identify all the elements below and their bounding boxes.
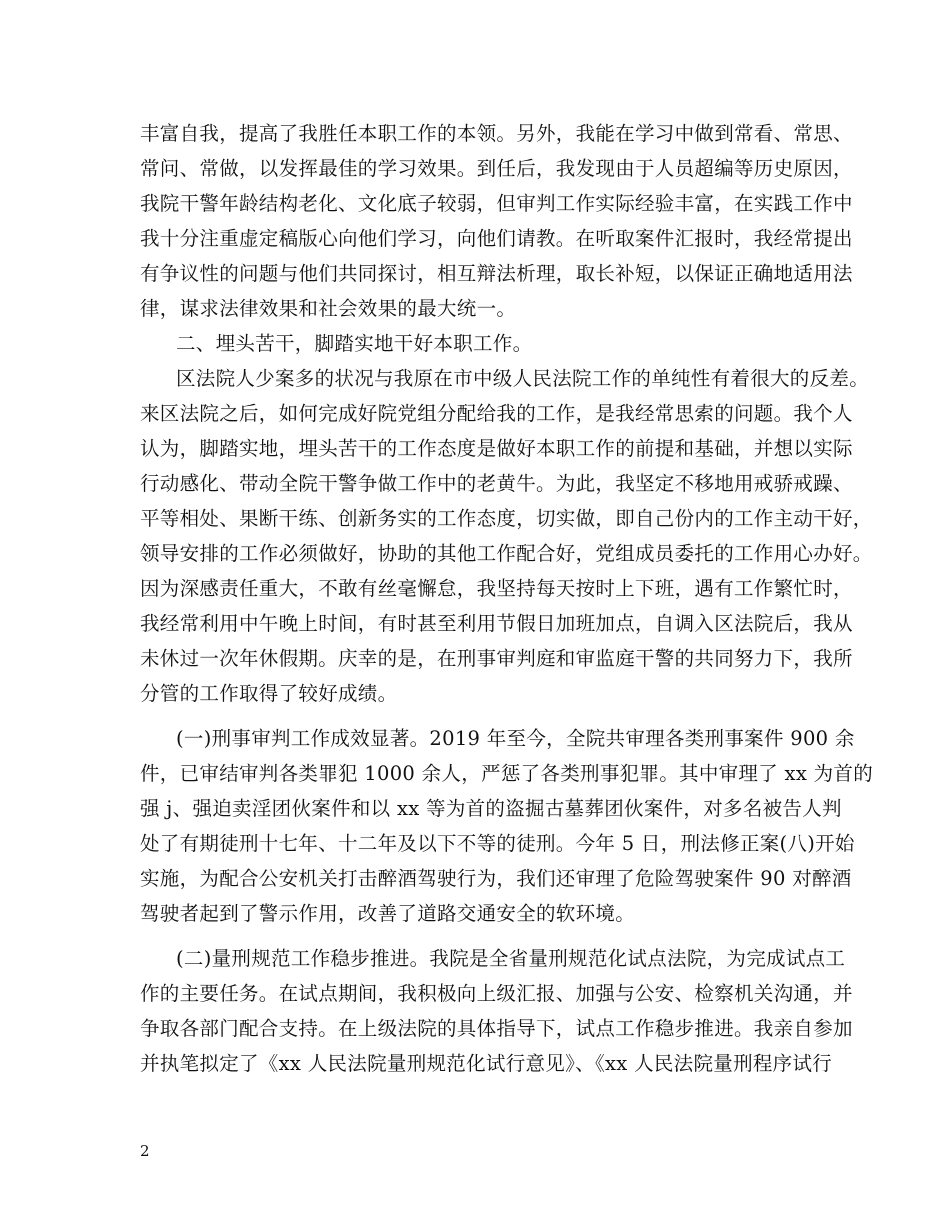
text-line: 处了有期徒刑十七年、十二年及以下不等的徒刑。今年 5 日，刑法修正案(八)开始 [140, 832, 855, 855]
text-line: 件，已审结审判各类罪犯 1000 余人，严惩了各类刑事犯罪。其中审理了 xx 为首的 [140, 762, 874, 785]
text-line: 认为，脚踏实地，埋头苦干的工作态度是做好本职工作的前提和基础，并想以实际 [140, 437, 853, 460]
text-line: 因为深感责任重大，不敢有丝毫懈怠，我坚持每天按时上下班，遇有工作繁忙时， [140, 577, 853, 600]
text-line: 作的主要任务。在试点期间，我积极向上级汇报、加强与公安、检察机关沟通，并 [140, 982, 853, 1005]
text-line: 实施，为配合公安机关打击醉酒驾驶行为，我们还审理了危险驾驶案件 90 对醉酒 [140, 867, 852, 890]
text-line: (二)量刑规范工作稳步推进。我院是全省量刑规范化试点法院，为完成试点工 [176, 947, 846, 970]
text-line: 我十分注重虚定稿版心向他们学习，向他们请教。在听取案件汇报时，我经常提出 [140, 227, 853, 250]
section-heading: 二、埋头苦干，脚踏实地干好本职工作。 [176, 332, 533, 355]
page-number: 2 [140, 1142, 150, 1160]
text-line: 常问、常做，以发挥最佳的学习效果。到任后，我发现由于人员超编等历史原因， [140, 157, 853, 180]
text-line: 强 j、强迫卖淫团伙案件和以 xx 等为首的盗掘古墓葬团伙案件，对多名被告人判 [140, 797, 842, 820]
text-line: (一)刑事审判工作成效显著。2019 年至今，全院共审理各类刑事案件 900 余 [176, 727, 855, 750]
text-line: 行动感化、带动全院干警争做工作中的老黄牛。为此，我坚定不移地用戒骄戒躁、 [140, 472, 853, 495]
text-line: 领导安排的工作必须做好，协助的其他工作配合好，党组成员委托的工作用心办好。 [140, 542, 873, 565]
text-line: 区法院人少案多的状况与我原在市中级人民法院工作的单纯性有着很大的反差。 [176, 367, 870, 390]
text-line: 争取各部门配合支持。在上级法院的具体指导下，试点工作稳步推进。我亲自参加 [140, 1017, 853, 1040]
text-line: 并执笔拟定了《xx 人民法院量刑规范化试行意见》、《xx 人民法院量刑程序试行 [140, 1052, 833, 1075]
text-line: 有争议性的问题与他们共同探讨，相互辩法析理，取长补短，以保证正确地适用法 [140, 262, 853, 285]
text-line: 平等相处、果断干练、创新务实的工作态度，切实做，即自己份内的工作主动干好， [140, 507, 873, 530]
text-line: 分管的工作取得了较好成绩。 [140, 682, 398, 705]
text-line: 未休过一次年休假期。庆幸的是，在刑事审判庭和审监庭干警的共同努力下，我所 [140, 647, 853, 670]
text-line: 律，谋求法律效果和社会效果的最大统一。 [140, 297, 517, 320]
text-line: 我院干警年龄结构老化、文化底子较弱，但审判工作实际经验丰富，在实践工作中 [140, 192, 853, 215]
text-line: 驾驶者起到了警示作用，改善了道路交通安全的软环境。 [140, 902, 636, 925]
text-line: 来区法院之后，如何完成好院党组分配给我的工作，是我经常思索的问题。我个人 [140, 402, 853, 425]
text-line: 我经常利用中午晚上时间，有时甚至利用节假日加班加点，自调入区法院后，我从 [140, 612, 853, 635]
text-line: 丰富自我，提高了我胜任本职工作的本领。另外，我能在学习中做到常看、常思、 [140, 122, 853, 145]
